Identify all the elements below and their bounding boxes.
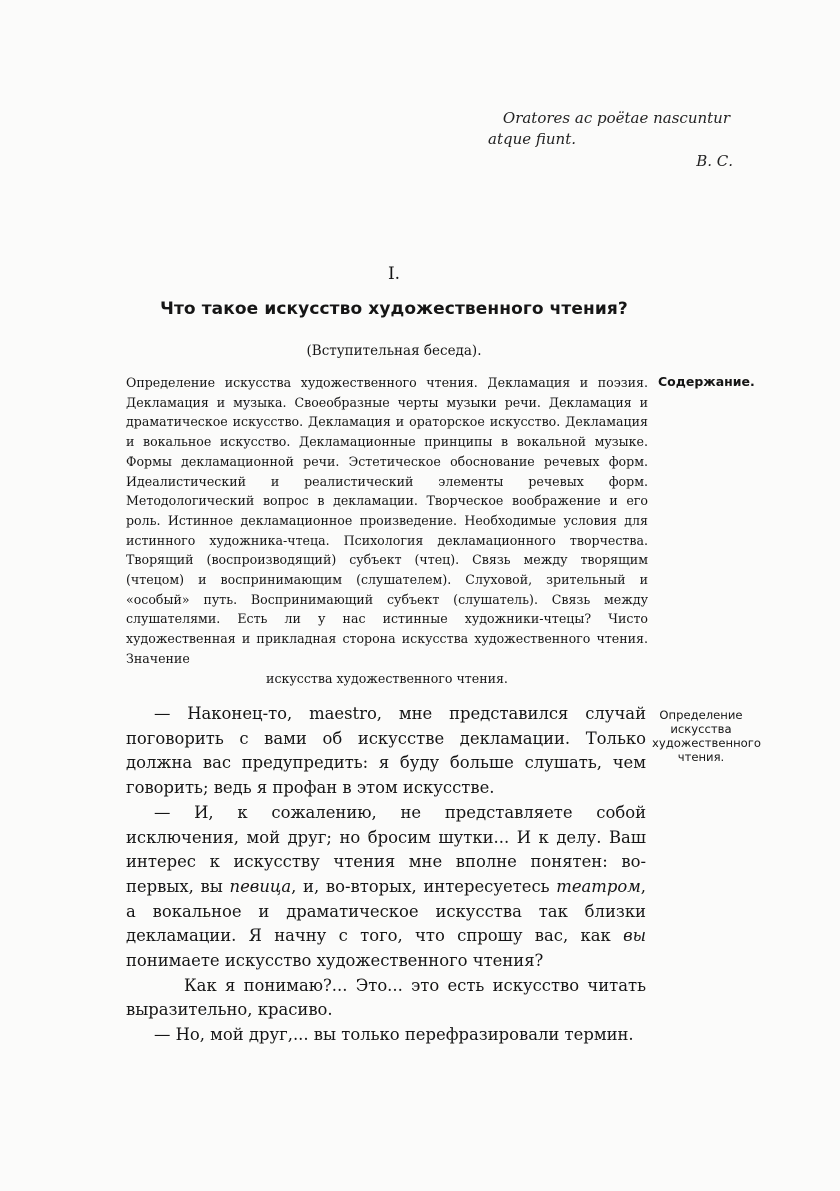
margin-note-definition: Определение искусства художественного чтения. xyxy=(652,708,761,764)
emphasis-singer: певица xyxy=(229,876,292,896)
paragraph-2-part-g: понимаете искусство художественного чтения? xyxy=(126,951,544,971)
emphasis-theatre: театром xyxy=(556,876,641,896)
chapter-subtitle: (Вступительная беседа). xyxy=(306,343,482,359)
paragraph-2-part-e: , а вокальное и драматическое искусства так близки декламации. Я начну с того, что спрошу вас, как xyxy=(126,876,647,946)
paragraph-2-part-c: , и, во-вторых, интересуетесь xyxy=(291,876,550,896)
chapter-summary xyxy=(126,373,648,688)
emphasis-you: вы xyxy=(623,926,646,946)
paragraph-4: — Но, мой друг,... вы только перефразировали термин. xyxy=(154,1025,634,1045)
epigraph xyxy=(470,108,730,150)
chapter-title: Что такое искусство художественного чтения? xyxy=(160,299,628,319)
chapter-number: I. xyxy=(387,264,401,284)
paragraph-2-part-a: — И, к сожалению, не представляете собой исключения, мой друг; но бросим шутки... И к делу. Ваш интерес к искусству чтения мне вполне понятен: во-первых, вы xyxy=(126,802,646,896)
paragraph-2 xyxy=(126,801,646,974)
summary-text: Определение искусства художественного чтения. Декламация и поэзия. Декламация и музыка. Своеобразные черты музыки речи. Декламация и драматическое искусство. Декламация и ораторское искусство. Декламация и вокальное искусство. Декламационные принципы в вокальной музыке. Формы декламационной речи. Эстетическое обоснование речевых форм. Идеалистический и реалистический элементы речевых форм. Методологический вопрос в декламации. Творческое воображение и его роль. Истинное декламационное произведение. Необходимые условия для истинного художника-чтеца. Психология декламационного творчества. Творящий (воспроизводящий) субъект (чтец). Связь между творящим (чтецом) и воспринимающим (слушателем). Слуховой, зрительный и «особый» путь. Воспринимающий субъект (слушатель). Связь между слушателями. Есть ли у нас истинные художники-чтецы? Чисто художественная и прикладная сторона искусства художественного чтения. Значение xyxy=(126,375,648,666)
body-text xyxy=(126,702,646,1048)
epigraph-line-1: Oratores ac poëtae nascuntur xyxy=(502,109,730,127)
summary-last-line: искусства художественного чтения. xyxy=(266,670,508,686)
paragraph-3: Как я понимаю?... Это... это есть искусство читать выразительно, красиво. xyxy=(126,975,646,1020)
paragraph-1: — Наконец-то, maestro, мне представился случай поговорить с вами об искусстве декламации. Только должна вас предупредить: я буду больше слушать, чем говорить; ведь я профан в этом искусстве. xyxy=(126,704,646,798)
margin-note-contents: Содержание. xyxy=(658,374,755,389)
epigraph-author: В. С. xyxy=(696,152,733,170)
epigraph-line-2: atque fiunt. xyxy=(488,130,577,148)
